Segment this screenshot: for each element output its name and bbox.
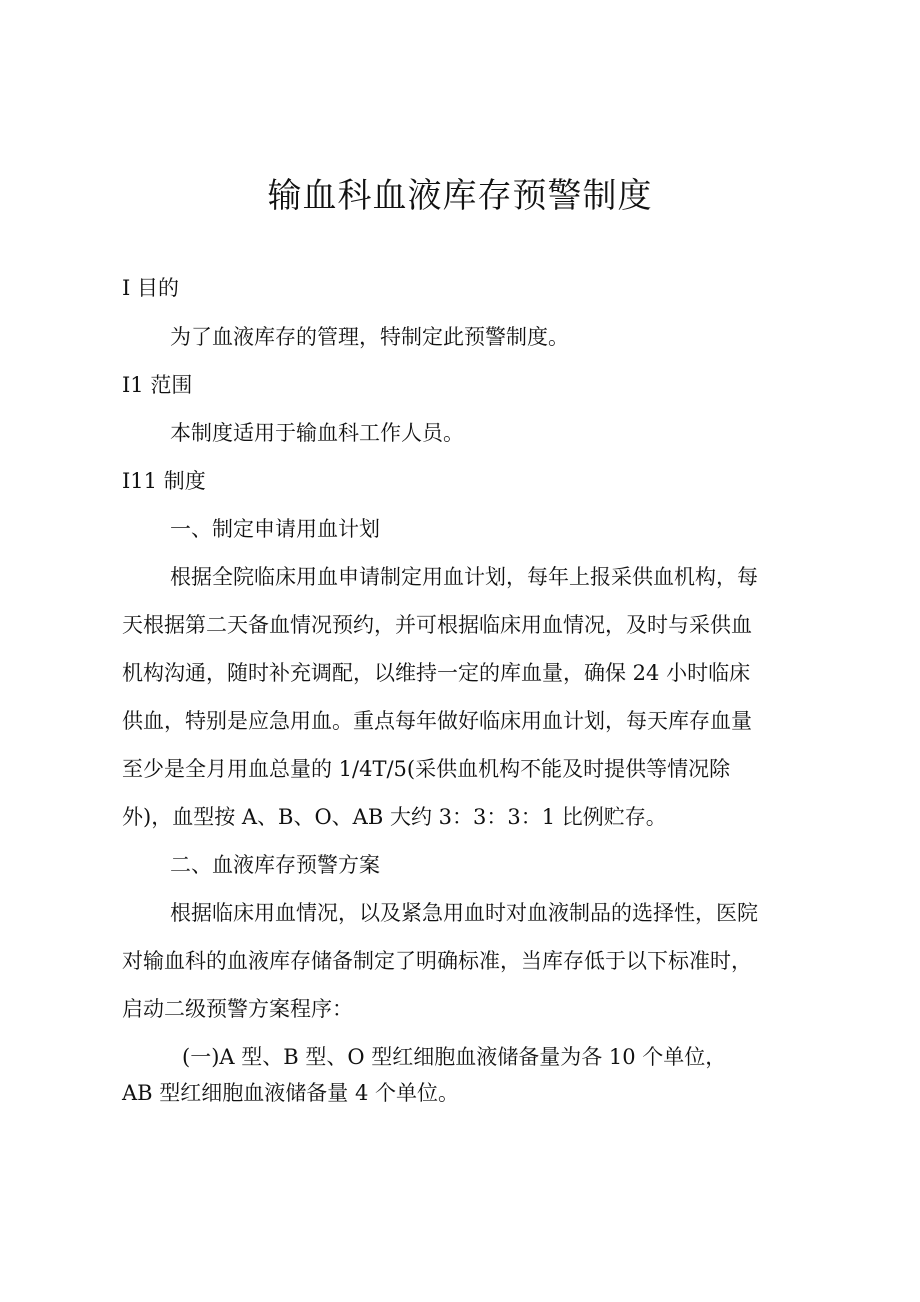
part2-line-2: 对输血科的血液库存储备制定了明确标准，当库存低于以下标准时， <box>122 949 752 973</box>
part2-heading: 二、血液库存预警方案 <box>170 853 380 877</box>
part1-line-5: 至少是全月用血总量的 1/4T/5(采供血机构不能及时提供等情况除 <box>122 757 731 781</box>
part1-line-6: 外)，血型按 A、B、O、AB 大约 3：3：3：1 比例贮存。 <box>122 805 667 829</box>
section-heading-scope: I1 范围 <box>122 373 193 397</box>
section-heading-policy: I11 制度 <box>122 469 206 493</box>
part1-line-1: 根据全院临床用血申请制定用血计划，每年上报采供血机构，每 <box>170 565 758 589</box>
part1-line-3: 机构沟通，随时补充调配，以维持一定的库血量，确保 24 小时临床 <box>122 661 751 685</box>
part1-heading: 一、制定申请用血计划 <box>170 517 380 541</box>
section-heading-purpose: I 目的 <box>122 276 179 300</box>
part2-item1-line1: (一)A 型、B 型、O 型红细胞血液储备量为各 10 个单位， <box>182 1045 727 1069</box>
document-title: 输血科血液库存预警制度 <box>267 176 653 216</box>
scope-text: 本制度适用于输血科工作人员。 <box>170 421 464 445</box>
part2-item1-line2: AB 型红细胞血液储备量 4 个单位。 <box>122 1081 459 1105</box>
part1-line-4: 供血，特别是应急用血。重点每年做好临床用血计划，每天库存血量 <box>122 709 752 733</box>
purpose-text: 为了血液库存的管理，特制定此预警制度。 <box>170 325 569 349</box>
part2-line-3: 启动二级预警方案程序： <box>122 997 353 1021</box>
part1-line-2: 天根据第二天备血情况预约，并可根据临床用血情况，及时与采供血 <box>122 613 752 637</box>
part2-line-1: 根据临床用血情况，以及紧急用血时对血液制品的选择性，医院 <box>170 901 758 925</box>
